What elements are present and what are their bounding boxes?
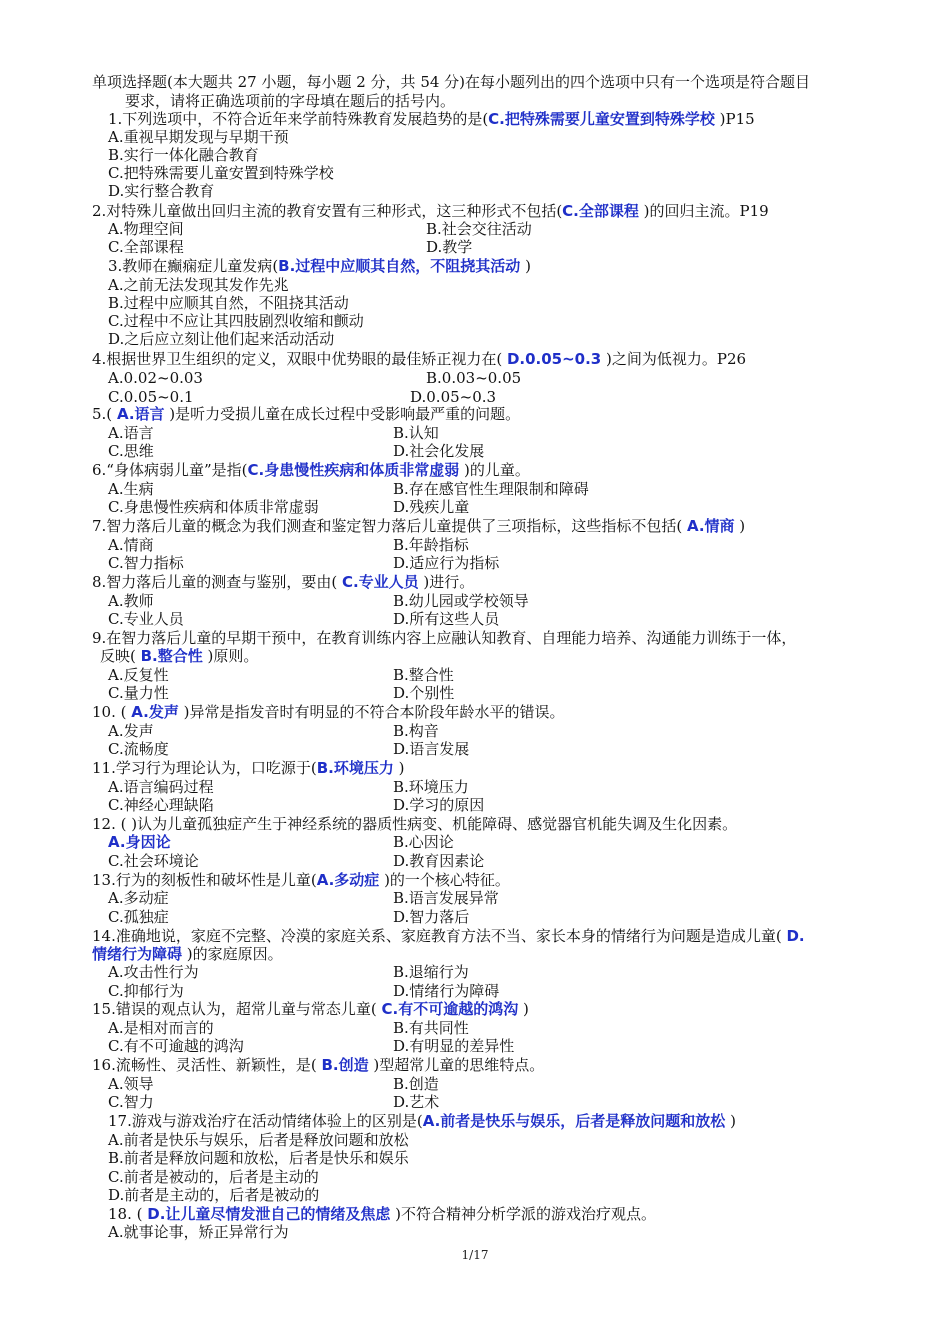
text-line — [92, 703, 564, 721]
text-line — [108, 110, 755, 128]
text-line — [426, 220, 532, 238]
question-text: A.多动症 — [108, 889, 169, 907]
text-line — [393, 1075, 439, 1093]
text-line — [108, 128, 289, 146]
answer-text: A.前者是快乐与娱乐，后者是释放问题和放松 — [422, 1112, 726, 1130]
text-line — [393, 592, 529, 610]
question-text: D.学习的原因 — [393, 796, 485, 814]
question-text: B.有共同性 — [393, 1019, 469, 1037]
text-line — [393, 833, 454, 851]
text-line — [108, 908, 169, 926]
question-text: 17.游戏与游戏治疗在活动情绪体验上的区别是( — [108, 1112, 423, 1130]
question-text: D.所有这些人员 — [393, 610, 500, 628]
text-line — [92, 759, 404, 777]
question-text: 单项选择题(本大题共 27 小题，每小题 2 分，共 54 分)在每小题列出的四个选项中只有一个选项是符合题目 — [92, 73, 811, 91]
text-line — [108, 982, 184, 1000]
text-line — [92, 1056, 544, 1074]
text-line — [393, 480, 589, 498]
question-text: A.0.02~0.03 — [108, 369, 203, 387]
text-line — [108, 833, 171, 851]
text-line — [108, 852, 199, 870]
answer-text: D. — [786, 927, 805, 945]
question-text: D.个别性 — [393, 684, 455, 702]
question-text: B.退缩行为 — [393, 963, 469, 981]
text-line — [92, 405, 520, 423]
question-text: A.情商 — [108, 536, 154, 554]
question-text: D.适应行为指标 — [393, 554, 500, 572]
question-text: 6.“身体病弱儿童”是指( — [92, 461, 248, 479]
answer-text: A.发声 — [131, 703, 179, 721]
text-line — [108, 592, 154, 610]
question-text: B.整合性 — [393, 666, 454, 684]
text-line — [108, 182, 214, 200]
question-text: C.把特殊需要儿童安置到特殊学校 — [108, 164, 334, 182]
question-text: B.认知 — [393, 424, 439, 442]
answer-text: C.有不可逾越的鸿沟 — [381, 1000, 519, 1018]
answer-text: D.0.05~0.3 — [506, 350, 602, 368]
question-text: D.情绪行为障碍 — [393, 982, 500, 1000]
question-text: D.实行整合教育 — [108, 182, 215, 200]
text-line — [393, 666, 454, 684]
question-text: A.领导 — [108, 1075, 154, 1093]
text-line — [92, 73, 810, 91]
text-line — [108, 1149, 409, 1167]
text-line — [108, 294, 349, 312]
question-text: 2.对特殊儿童做出回归主流的教育安置有三种形式，这三种形式不包括( — [92, 202, 563, 220]
question-text: C.全部课程 — [108, 238, 184, 256]
text-line — [393, 908, 469, 926]
question-text: 3.教师在癫痫症儿童发病( — [108, 257, 279, 275]
question-text: B.年龄指标 — [393, 536, 469, 554]
text-line — [125, 92, 455, 110]
text-line — [92, 815, 737, 833]
question-text: B.实行一体化融合教育 — [108, 146, 259, 164]
text-line — [108, 554, 184, 572]
question-text: 11.学习行为理论认为，口吃源于( — [92, 759, 317, 777]
question-text: 15.错误的观点认为，超常儿童与常态儿童( — [92, 1000, 382, 1018]
text-line — [108, 369, 203, 387]
text-line — [108, 666, 169, 684]
question-text: A.就事论事，矫正异常行为 — [108, 1223, 289, 1241]
question-text: ) — [520, 257, 531, 275]
text-line — [108, 889, 169, 907]
question-text: 4.根据世界卫生组织的定义，双眼中优势眼的最佳矫正视力在( — [92, 350, 507, 368]
question-text: B.环境压力 — [393, 778, 469, 796]
text-line — [92, 202, 769, 220]
text-line — [393, 982, 499, 1000]
question-text: C.流畅度 — [108, 740, 169, 758]
question-text: D.社会化发展 — [393, 442, 485, 460]
question-text: C.身患慢性疾病和体质非常虚弱 — [108, 498, 319, 516]
question-text: )P15 — [714, 110, 755, 128]
text-line — [393, 554, 499, 572]
question-text: B.语言发展异常 — [393, 889, 499, 907]
question-text: B.幼儿园或学校领导 — [393, 592, 529, 610]
question-text: 7.智力落后儿童的概念为我们测查和鉴定智力落后儿童提供了三项指标，这些指标不包括( — [92, 517, 687, 535]
text-line — [108, 1037, 244, 1055]
question-text: 要求，请将正确选项前的字母填在题后的括号内。 — [125, 92, 456, 110]
question-text: D.教育因素论 — [393, 852, 485, 870]
text-line — [92, 517, 745, 535]
text-line — [108, 238, 184, 256]
text-line — [393, 778, 469, 796]
answer-text: 情绪行为障碍 — [92, 945, 183, 963]
question-text: A.物理空间 — [108, 220, 184, 238]
text-line — [108, 480, 154, 498]
question-text: )进行。 — [418, 573, 475, 591]
text-line — [108, 1075, 154, 1093]
text-line — [108, 330, 334, 348]
text-line — [108, 498, 319, 516]
text-line — [108, 536, 154, 554]
text-line — [393, 610, 499, 628]
question-text: A.重视早期发现与早期干预 — [108, 128, 289, 146]
question-text: C.前者是被动的，后者是主动的 — [108, 1168, 319, 1186]
text-line — [100, 647, 258, 665]
text-line — [108, 740, 169, 758]
question-text: ) — [518, 1000, 529, 1018]
question-text: )的家庭原因。 — [182, 945, 283, 963]
question-text: C.抑郁行为 — [108, 982, 184, 1000]
question-text: A.是相对而言的 — [108, 1019, 214, 1037]
question-text: ) — [734, 517, 746, 535]
text-line — [410, 388, 496, 406]
answer-text: D.让儿童尽情发泄自己的情绪及焦虑 — [147, 1205, 391, 1223]
text-line — [393, 889, 499, 907]
text-line — [108, 388, 194, 406]
text-line — [108, 1093, 154, 1111]
text-line — [108, 276, 289, 294]
question-text: B.存在感官性生理限制和障碍 — [393, 480, 589, 498]
question-text: A.生病 — [108, 480, 154, 498]
text-line — [393, 498, 469, 516]
text-line — [92, 350, 746, 368]
answer-text: C.全部课程 — [562, 202, 639, 220]
text-line — [92, 1000, 529, 1018]
text-line — [426, 238, 472, 256]
text-line — [108, 220, 184, 238]
text-line — [108, 442, 154, 460]
question-text: C.思维 — [108, 442, 154, 460]
question-text: C.专业人员 — [108, 610, 184, 628]
answer-text: A.多动症 — [316, 871, 380, 889]
question-text: B.0.03~0.05 — [426, 369, 522, 387]
answer-text: B.过程中应顺其自然，不阻挠其活动 — [278, 257, 521, 275]
text-line — [108, 312, 364, 330]
question-text: 14.准确地说，家庭不完整、冷漠的家庭关系、家庭教育方法不当、家长本身的情绪行为问题是造成儿童( — [92, 927, 787, 945]
question-text: D.有明显的差异性 — [393, 1037, 515, 1055]
text-line — [92, 573, 474, 591]
question-text: )的一个核心特征。 — [379, 871, 510, 889]
question-text: ) — [393, 759, 405, 777]
question-text: B.社会交往活动 — [426, 220, 532, 238]
text-line — [393, 684, 454, 702]
question-text: 16.流畅性、灵活性、新颖性，是( — [92, 1056, 322, 1074]
answer-text: C.专业人员 — [341, 573, 419, 591]
question-text: D.0.05~0.3 — [410, 388, 497, 406]
question-text: B.创造 — [393, 1075, 439, 1093]
text-line — [108, 164, 334, 182]
text-line — [393, 442, 484, 460]
question-text: C.社会环境论 — [108, 852, 199, 870]
question-text: D.艺术 — [393, 1093, 440, 1111]
text-line — [92, 461, 530, 479]
answer-text: C.身患慢性疾病和体质非常虚弱 — [247, 461, 460, 479]
question-text: C.孤独症 — [108, 908, 169, 926]
text-line — [108, 1205, 656, 1223]
question-text: C.神经心理缺陷 — [108, 796, 214, 814]
question-text: B.前者是释放问题和放松，后者是快乐和娱乐 — [108, 1149, 409, 1167]
text-line — [108, 146, 259, 164]
question-text: C.智力指标 — [108, 554, 184, 572]
text-line — [108, 610, 184, 628]
question-text: )的回归主流。P19 — [638, 202, 769, 220]
question-text: A.之前无法发现其发作先兆 — [108, 276, 289, 294]
question-text: B.心因论 — [393, 833, 454, 851]
question-text: )原则。 — [202, 647, 259, 665]
question-text: B.过程中应顺其自然，不阻挠其活动 — [108, 294, 349, 312]
text-line — [393, 722, 439, 740]
question-text: )是听力受损儿童在成长过程中受影响最严重的问题。 — [164, 405, 521, 423]
question-text: A.语言编码过程 — [108, 778, 214, 796]
text-line — [108, 1223, 289, 1241]
text-line — [108, 1168, 319, 1186]
question-text: A.前者是快乐与娱乐，后者是释放问题和放松 — [108, 1131, 409, 1149]
text-line — [393, 1093, 439, 1111]
question-text: A.反复性 — [108, 666, 169, 684]
answer-text: A.身因论 — [108, 833, 171, 851]
text-line — [92, 871, 510, 889]
text-line — [108, 257, 531, 275]
question-text: 12. ( )认为儿童孤独症产生于神经系统的器质性病变、机能障碍、感觉器官机能失调及生化因素。 — [92, 815, 738, 833]
question-text: ) — [725, 1112, 736, 1130]
page-number: 1/17 — [461, 1248, 489, 1262]
question-text: 10. ( — [92, 703, 132, 721]
question-text: C.0.05~0.1 — [108, 388, 194, 406]
text-line — [393, 1037, 514, 1055]
text-line — [108, 1019, 214, 1037]
question-text: D.前者是主动的，后者是被动的 — [108, 1186, 320, 1204]
text-line — [393, 740, 469, 758]
text-line — [92, 629, 796, 647]
text-line — [108, 684, 169, 702]
text-line — [108, 778, 214, 796]
text-line — [108, 424, 154, 442]
question-text: 反映( — [100, 647, 141, 665]
text-line — [393, 796, 484, 814]
answer-text: C.把特殊需要儿童安置到特殊学校 — [488, 110, 715, 128]
question-text: C.量力性 — [108, 684, 169, 702]
answer-text: B.环境压力 — [316, 759, 394, 777]
question-text: B.构音 — [393, 722, 439, 740]
question-text: 1.下列选项中，不符合近年来学前特殊教育发展趋势的是( — [108, 110, 489, 128]
text-line — [108, 963, 199, 981]
question-text: 18. ( — [108, 1205, 148, 1223]
question-text: A.发声 — [108, 722, 154, 740]
question-text: )异常是指发音时有明显的不符合本阶段年龄水平的错误。 — [178, 703, 565, 721]
question-text: D.之后应立刻让他们起来活动活动 — [108, 330, 335, 348]
text-line — [92, 927, 805, 945]
question-text: 13.行为的刻板性和破坏性是儿童( — [92, 871, 317, 889]
text-line — [108, 722, 154, 740]
text-line — [393, 963, 469, 981]
question-text: C.有不可逾越的鸿沟 — [108, 1037, 244, 1055]
question-text: A.语言 — [108, 424, 154, 442]
text-line — [108, 1131, 409, 1149]
answer-text: A.语言 — [116, 405, 165, 423]
text-line — [108, 1112, 736, 1130]
question-text: 5.( — [92, 405, 117, 423]
text-line — [108, 1186, 319, 1204]
question-text: )型超常儿童的思维特点。 — [368, 1056, 545, 1074]
text-line — [393, 424, 439, 442]
question-text: C.过程中不应让其四肢剧烈收缩和颤动 — [108, 312, 364, 330]
question-text: D.残疾儿童 — [393, 498, 470, 516]
answer-text: B.创造 — [321, 1056, 369, 1074]
question-text: D.教学 — [426, 238, 473, 256]
question-text: C.智力 — [108, 1093, 154, 1111]
text-line — [393, 536, 469, 554]
text-line — [426, 369, 521, 387]
question-text: D.智力落后 — [393, 908, 470, 926]
question-text: D.语言发展 — [393, 740, 470, 758]
question-text: )的儿童。 — [459, 461, 530, 479]
question-text: A.攻击性行为 — [108, 963, 199, 981]
answer-text: B.整合性 — [140, 647, 203, 665]
question-text: )不符合精神分析学派的游戏治疗观点。 — [390, 1205, 657, 1223]
text-line — [393, 852, 484, 870]
question-text: A.教师 — [108, 592, 154, 610]
text-line — [108, 796, 214, 814]
question-text: 9.在智力落后儿童的早期干预中，在教育训练内容上应融认知教育、自理能力培养、沟通能力训练于一体， — [92, 629, 797, 647]
text-line — [92, 945, 283, 963]
text-line — [393, 1019, 469, 1037]
question-text: 8.智力落后儿童的测查与鉴别，要由( — [92, 573, 342, 591]
answer-text: A.情商 — [686, 517, 735, 535]
question-text: )之间为低视力。P26 — [601, 350, 747, 368]
